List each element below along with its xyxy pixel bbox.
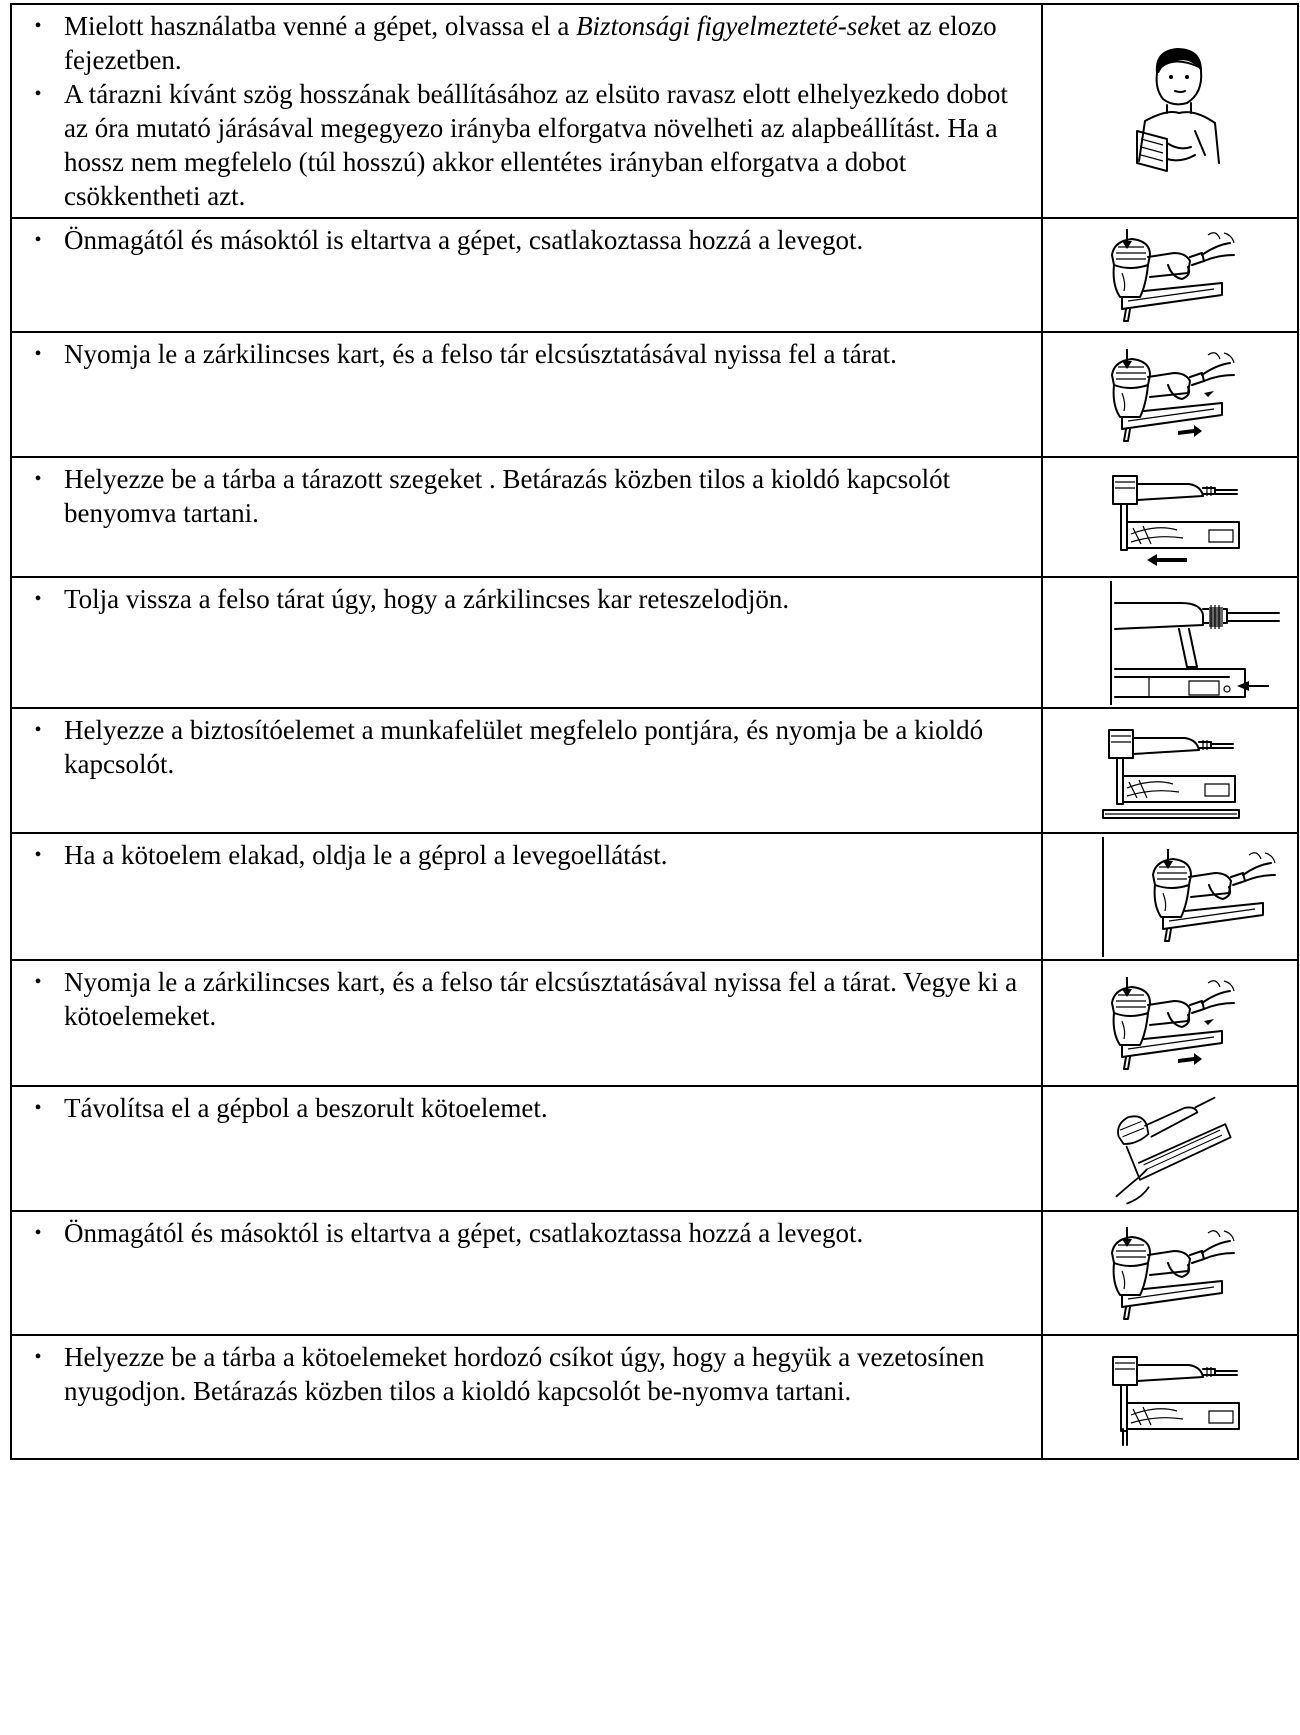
person-reading-manual-icon <box>1115 43 1225 179</box>
bullet-text: Helyezze a biztosítóelemet a munkafelület megfelelo pontjára, és nyomja be a kioldó kapcsolót. <box>64 715 984 779</box>
bullet-item <box>12 965 1031 1033</box>
bullet-text: Helyezze be a tárba a tárazott szegeket . Betárazás közben tilos a kioldó kapcsolót benyomva tartani. <box>64 464 951 528</box>
bullet-dot: • <box>34 343 42 365</box>
bullet-text: Ha a kötoelem elakad, oldja le a géprol a levegoellátást. <box>64 840 668 870</box>
illustration-cell <box>1042 708 1298 833</box>
instruction-row <box>11 1335 1298 1459</box>
illustration-cell <box>1042 960 1298 1086</box>
instruction-row <box>11 577 1298 708</box>
bullet-dot: • <box>34 588 42 610</box>
nailer-load-strip-icon <box>1097 1341 1243 1453</box>
bullet-text: A tárazni kívánt szög hosszának beállításához az elsüto ravasz elott elhelyezkedo dobot az óra mutató járásával megegyezo irányba elforgatva növelheti az alapbeállítást. Ha a hossz nem megfelelo (túl hosszú) akkor ellentétes irányban elforgatva a dobot csökkentheti azt. <box>64 79 1008 211</box>
bullet-item <box>12 223 1031 257</box>
illustration-cell <box>1042 833 1298 960</box>
bullet-item <box>12 1216 1031 1250</box>
instruction-row <box>11 1211 1298 1335</box>
instruction-row <box>11 1086 1298 1211</box>
magazine-close-icon <box>1097 581 1297 705</box>
bullet-text: Helyezze be a tárba a kötoelemeket hordozó csíkot úgy, hogy a hegyük a vezetosínen nyugodjon. Betárazás közben tilos a kioldó kapcsolót be-nyomva tartani. <box>64 1342 985 1406</box>
instruction-text-cell <box>11 577 1042 708</box>
bullet-item <box>12 713 1031 781</box>
illustration-cell <box>1042 332 1298 457</box>
illustration-cell <box>1042 1335 1298 1459</box>
illustration-cell <box>1042 577 1298 708</box>
instruction-row <box>11 4 1298 218</box>
instruction-row <box>11 960 1298 1086</box>
nailer-open-magazine-icon <box>1104 973 1236 1073</box>
bullet-dot: • <box>34 1097 42 1119</box>
bullet-text: Távolítsa el a gépbol a beszorult kötoelemet. <box>64 1093 548 1123</box>
instruction-row <box>11 457 1298 577</box>
bullet-dot: • <box>34 971 42 993</box>
bullet-item <box>12 77 1031 213</box>
instruction-text-cell <box>11 708 1042 833</box>
bullet-dot: • <box>34 83 42 105</box>
bullet-item <box>12 9 1031 77</box>
bullet-dot: • <box>34 229 42 251</box>
nailer-connect-air-icon <box>1104 225 1236 325</box>
instruction-text-cell <box>11 833 1042 960</box>
bullet-text: Önmagától és másoktól is eltartva a gépet, csatlakoztassa hozzá a levegot. <box>64 225 864 255</box>
instruction-row <box>11 332 1298 457</box>
instruction-text-cell <box>11 1335 1042 1459</box>
bullet-dot: • <box>34 468 42 490</box>
illustration-cell <box>1042 218 1298 332</box>
bullet-dot: • <box>34 1222 42 1244</box>
illustration-cell <box>1042 457 1298 577</box>
bullet-text: Mielott használatba venné a gépet, olvassa el a Biztonsági figyelmezteté-seket az elozo fejezetben. <box>64 11 997 75</box>
bullet-text: Nyomja le a zárkilincses kart, és a felso tár elcsúsztatásával nyissa fel a tárat. <box>64 339 897 369</box>
instruction-text-cell <box>11 960 1042 1086</box>
illustration-cell <box>1042 4 1298 218</box>
bullet-text: Nyomja le a zárkilincses kart, és a felso tár elcsúsztatásával nyissa fel a tárat. Vegye ki a kötoelemeket. <box>64 967 1018 1031</box>
bullet-dot: • <box>34 719 42 741</box>
bullet-dot: • <box>34 1346 42 1368</box>
bullet-text: Tolja vissza a felso tárat úgy, hogy a zárkilincses kar reteszelodjön. <box>64 584 790 614</box>
nailer-remove-jam-icon <box>1100 1091 1240 1207</box>
instruction-table <box>10 3 1299 1460</box>
bullet-dot: • <box>34 15 42 37</box>
bullet-item <box>12 1340 1031 1408</box>
instruction-text-cell <box>11 1086 1042 1211</box>
bullet-text: Önmagától és másoktól is eltartva a gépet, csatlakoztassa hozzá a levegot. <box>64 1218 864 1248</box>
bullet-item <box>12 582 1031 616</box>
instruction-text-cell <box>11 332 1042 457</box>
instruction-row <box>11 833 1298 960</box>
bullet-item <box>12 337 1031 371</box>
instruction-text-cell <box>11 457 1042 577</box>
bullet-dot: • <box>34 844 42 866</box>
nailer-disconnect-air-icon <box>1081 837 1297 957</box>
instruction-text-cell <box>11 4 1042 218</box>
nailer-connect-air-icon <box>1104 1223 1236 1323</box>
instruction-row <box>11 218 1298 332</box>
nailer-open-magazine-icon <box>1104 345 1236 445</box>
instruction-row <box>11 708 1298 833</box>
nailer-load-nails-icon <box>1097 464 1243 570</box>
bullet-item <box>12 1091 1031 1125</box>
bullet-item <box>12 462 1031 530</box>
instruction-text-cell <box>11 218 1042 332</box>
bullet-item <box>12 838 1031 872</box>
illustration-cell <box>1042 1086 1298 1211</box>
instruction-text-cell <box>11 1211 1042 1335</box>
nailer-on-workpiece-icon <box>1097 718 1243 824</box>
illustration-cell <box>1042 1211 1298 1335</box>
